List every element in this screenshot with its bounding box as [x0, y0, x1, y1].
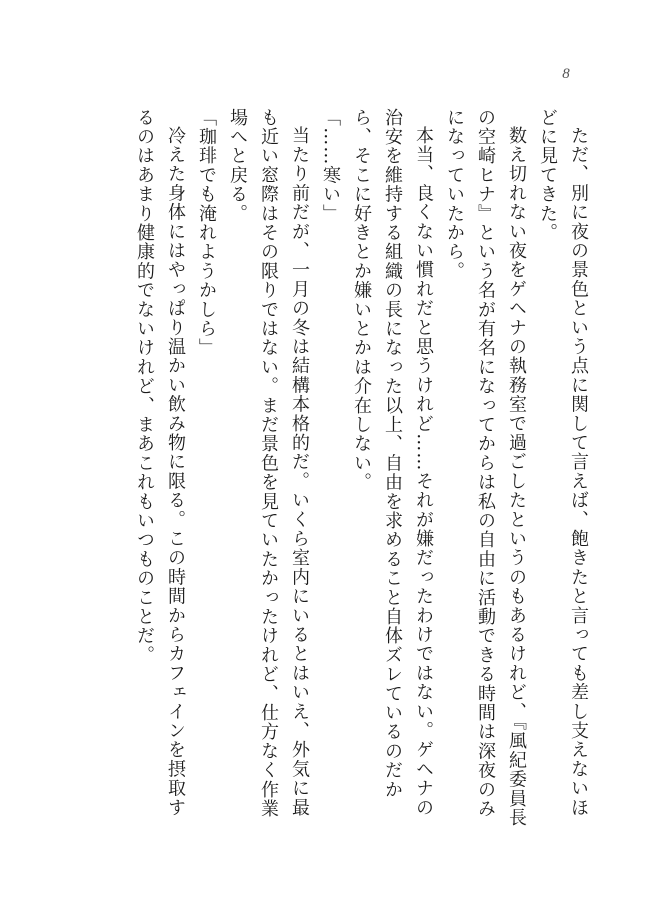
page-number: 8: [562, 66, 570, 82]
body-text: [124, 108, 594, 828]
dialogue-line: 「……寒い」: [320, 108, 341, 224]
paragraph: 当たり前だが、一月の冬は結構本格的だ。いくら室内にいるとはいえ、外気に最も近い窓際はその限りではない。まだ景色を見ていたかったけれど、仕方なく作業場へと戻る。: [227, 108, 310, 819]
paragraph: ただ、別に夜の景色という点に関して言えば、飽きたと言っても差し支えないほどに見てきた。: [537, 108, 589, 818]
paragraph: 数え切れない夜をゲヘナの執務室で過ごしたというのもあるけれど、『風紀委員長の空崎ヒナ』という名が有名になってからは私の自由に活動できる時間は深夜のみになっていたから。: [444, 108, 527, 828]
paragraph: 本当、良くない慣れだと思うけれど……それが嫌だったわけではない。ゲヘナの治安を維持する組織の長になった以上、自由を求めること自体ズレているのだから、そこに好きとか嫌いとかは介在しない。: [351, 108, 434, 818]
paragraph: 冷えた身体にはやっぱり温かい飲み物に限る。この時間からカフェインを摂取するのはあまり健康的でないけれど、まあこれもいつものことだ。: [134, 108, 186, 818]
dialogue-line: 「珈琲でも淹れようかしら」: [196, 108, 217, 358]
